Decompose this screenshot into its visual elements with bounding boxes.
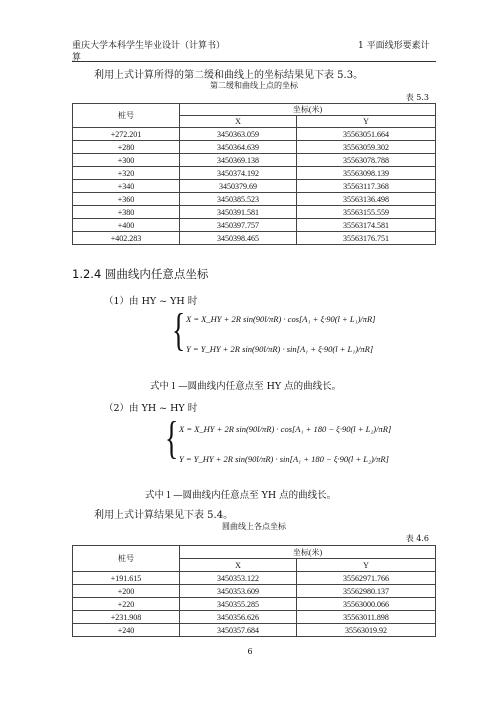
- x-cell: 3450398.465: [180, 232, 297, 245]
- table2-header-y: Y: [297, 559, 436, 572]
- table-row: [73, 128, 436, 141]
- station-cell: +200: [73, 585, 180, 598]
- y-cell: 35563051.664: [297, 128, 436, 141]
- x-cell: 3450369.138: [180, 154, 297, 167]
- x-cell: 3450391.581: [180, 206, 297, 219]
- table-row: [73, 219, 436, 232]
- x-cell: 3450363.059: [180, 128, 297, 141]
- table-row: [73, 585, 436, 598]
- table2-header-coord: 坐标(米): [180, 546, 436, 559]
- station-cell: +191.615: [73, 572, 180, 585]
- case1-brace: {: [172, 304, 186, 355]
- station-cell: +402.283: [73, 232, 180, 245]
- table-row: [73, 180, 436, 193]
- table-row: [73, 167, 436, 180]
- y-cell: 35563098.139: [297, 167, 436, 180]
- case1-label: （1）由 HY ~ YH 时: [104, 296, 198, 307]
- x-cell: 3450355.285: [180, 598, 297, 611]
- x-cell: 3450353.609: [180, 585, 297, 598]
- table1-header-station: 桩号: [73, 104, 180, 128]
- station-cell: +220: [73, 598, 180, 611]
- y-cell: 35563174.581: [297, 219, 436, 232]
- station-cell: +320: [73, 167, 180, 180]
- y-cell: 35563011.898: [297, 611, 436, 624]
- coordinate-table-1: [72, 103, 436, 245]
- header-chapter: 1 平面线形要素计: [358, 41, 430, 51]
- intro-paragraph-1: 利用上式计算所得的第二缓和曲线上的坐标结果见下表 5.3。: [94, 70, 364, 81]
- table2-number: 表 4.6: [405, 534, 429, 543]
- case2-where: 式中 l —圆曲线内任意点至 YH 点的曲线长。: [145, 490, 337, 501]
- y-cell: 35563176.751: [297, 232, 436, 245]
- case2-label: （2）由 YH ~ HY 时: [104, 403, 198, 414]
- y-cell: 35562971.766: [297, 572, 436, 585]
- header-rule: [72, 61, 436, 62]
- station-cell: +240: [73, 624, 180, 637]
- case2-eq-x: X = X_HY + 2R sin(90l/πR) · cos[A₁ + 180 − ξ·90(l + L₂)/πR]: [179, 424, 392, 434]
- case1-where: 式中 l —圆曲线内任意点至 HY 点的曲线长。: [150, 381, 342, 392]
- intro-paragraph-2: 利用上式计算结果见下表 5.4。: [94, 510, 234, 521]
- table-row: [73, 206, 436, 219]
- y-cell: 35563059.302: [297, 141, 436, 154]
- table1-header-y: Y: [297, 116, 436, 128]
- page-number: 6: [247, 647, 253, 656]
- table1-header-x: X: [180, 116, 297, 128]
- table-row: [73, 232, 436, 245]
- station-cell: +300: [73, 154, 180, 167]
- y-cell: 35562980.137: [297, 585, 436, 598]
- station-cell: +380: [73, 206, 180, 219]
- header-title-wrap: 算: [72, 53, 82, 63]
- case1-eq-x: X = X_HY + 2R sin(90l/πR) · cos[A₁ + ξ·90(l + L₁)/πR]: [186, 314, 376, 324]
- table-row: [73, 611, 436, 624]
- case2-eq-y: Y = Y_HY + 2R sin(90l/πR) · sin[A₁ + 180 − ξ·90(l + L₂)/πR]: [179, 454, 389, 464]
- x-cell: 3450379.69: [180, 180, 297, 193]
- table2-caption: 圆曲线上各点坐标: [222, 522, 286, 531]
- table2-header-x: X: [180, 559, 297, 572]
- header-title: 重庆大学本科学生毕业设计（计算书）: [72, 41, 226, 51]
- x-cell: 3450356.626: [180, 611, 297, 624]
- table-row: [73, 193, 436, 206]
- table1-caption: 第二缓和曲线上点的坐标: [210, 81, 298, 90]
- station-cell: +280: [73, 141, 180, 154]
- y-cell: 35563078.788: [297, 154, 436, 167]
- table-row: [73, 141, 436, 154]
- x-cell: 3450364.639: [180, 141, 297, 154]
- station-cell: +272.201: [73, 128, 180, 141]
- x-cell: 3450353.122: [180, 572, 297, 585]
- table1-number: 表 5.3: [405, 93, 429, 102]
- table2-header-station: 桩号: [73, 546, 180, 572]
- coordinate-table-2: [72, 545, 436, 637]
- y-cell: 35563155.559: [297, 206, 436, 219]
- y-cell: 35563019.92: [297, 624, 436, 637]
- y-cell: 35563136.498: [297, 193, 436, 206]
- x-cell: 3450374.192: [180, 167, 297, 180]
- case1-eq-y: Y = Y_HY + 2R sin(90l/πR) · sin[A₁ + ξ·90(l + L₁)/πR]: [186, 344, 374, 354]
- x-cell: 3450397.757: [180, 219, 297, 232]
- y-cell: 35563117.368: [297, 180, 436, 193]
- station-cell: +360: [73, 193, 180, 206]
- y-cell: 35563000.066: [297, 598, 436, 611]
- table-row: [73, 598, 436, 611]
- x-cell: 3450357.684: [180, 624, 297, 637]
- table-row: [73, 572, 436, 585]
- case2-brace: {: [165, 412, 179, 463]
- station-cell: +400: [73, 219, 180, 232]
- table-row: [73, 154, 436, 167]
- x-cell: 3450385.523: [180, 193, 297, 206]
- table1-header-coord: 坐标(米): [180, 104, 436, 116]
- table-row: [73, 624, 436, 637]
- station-cell: +340: [73, 180, 180, 193]
- station-cell: +231.908: [73, 611, 180, 624]
- section-title: 1.2.4 圆曲线内任意点坐标: [72, 267, 209, 281]
